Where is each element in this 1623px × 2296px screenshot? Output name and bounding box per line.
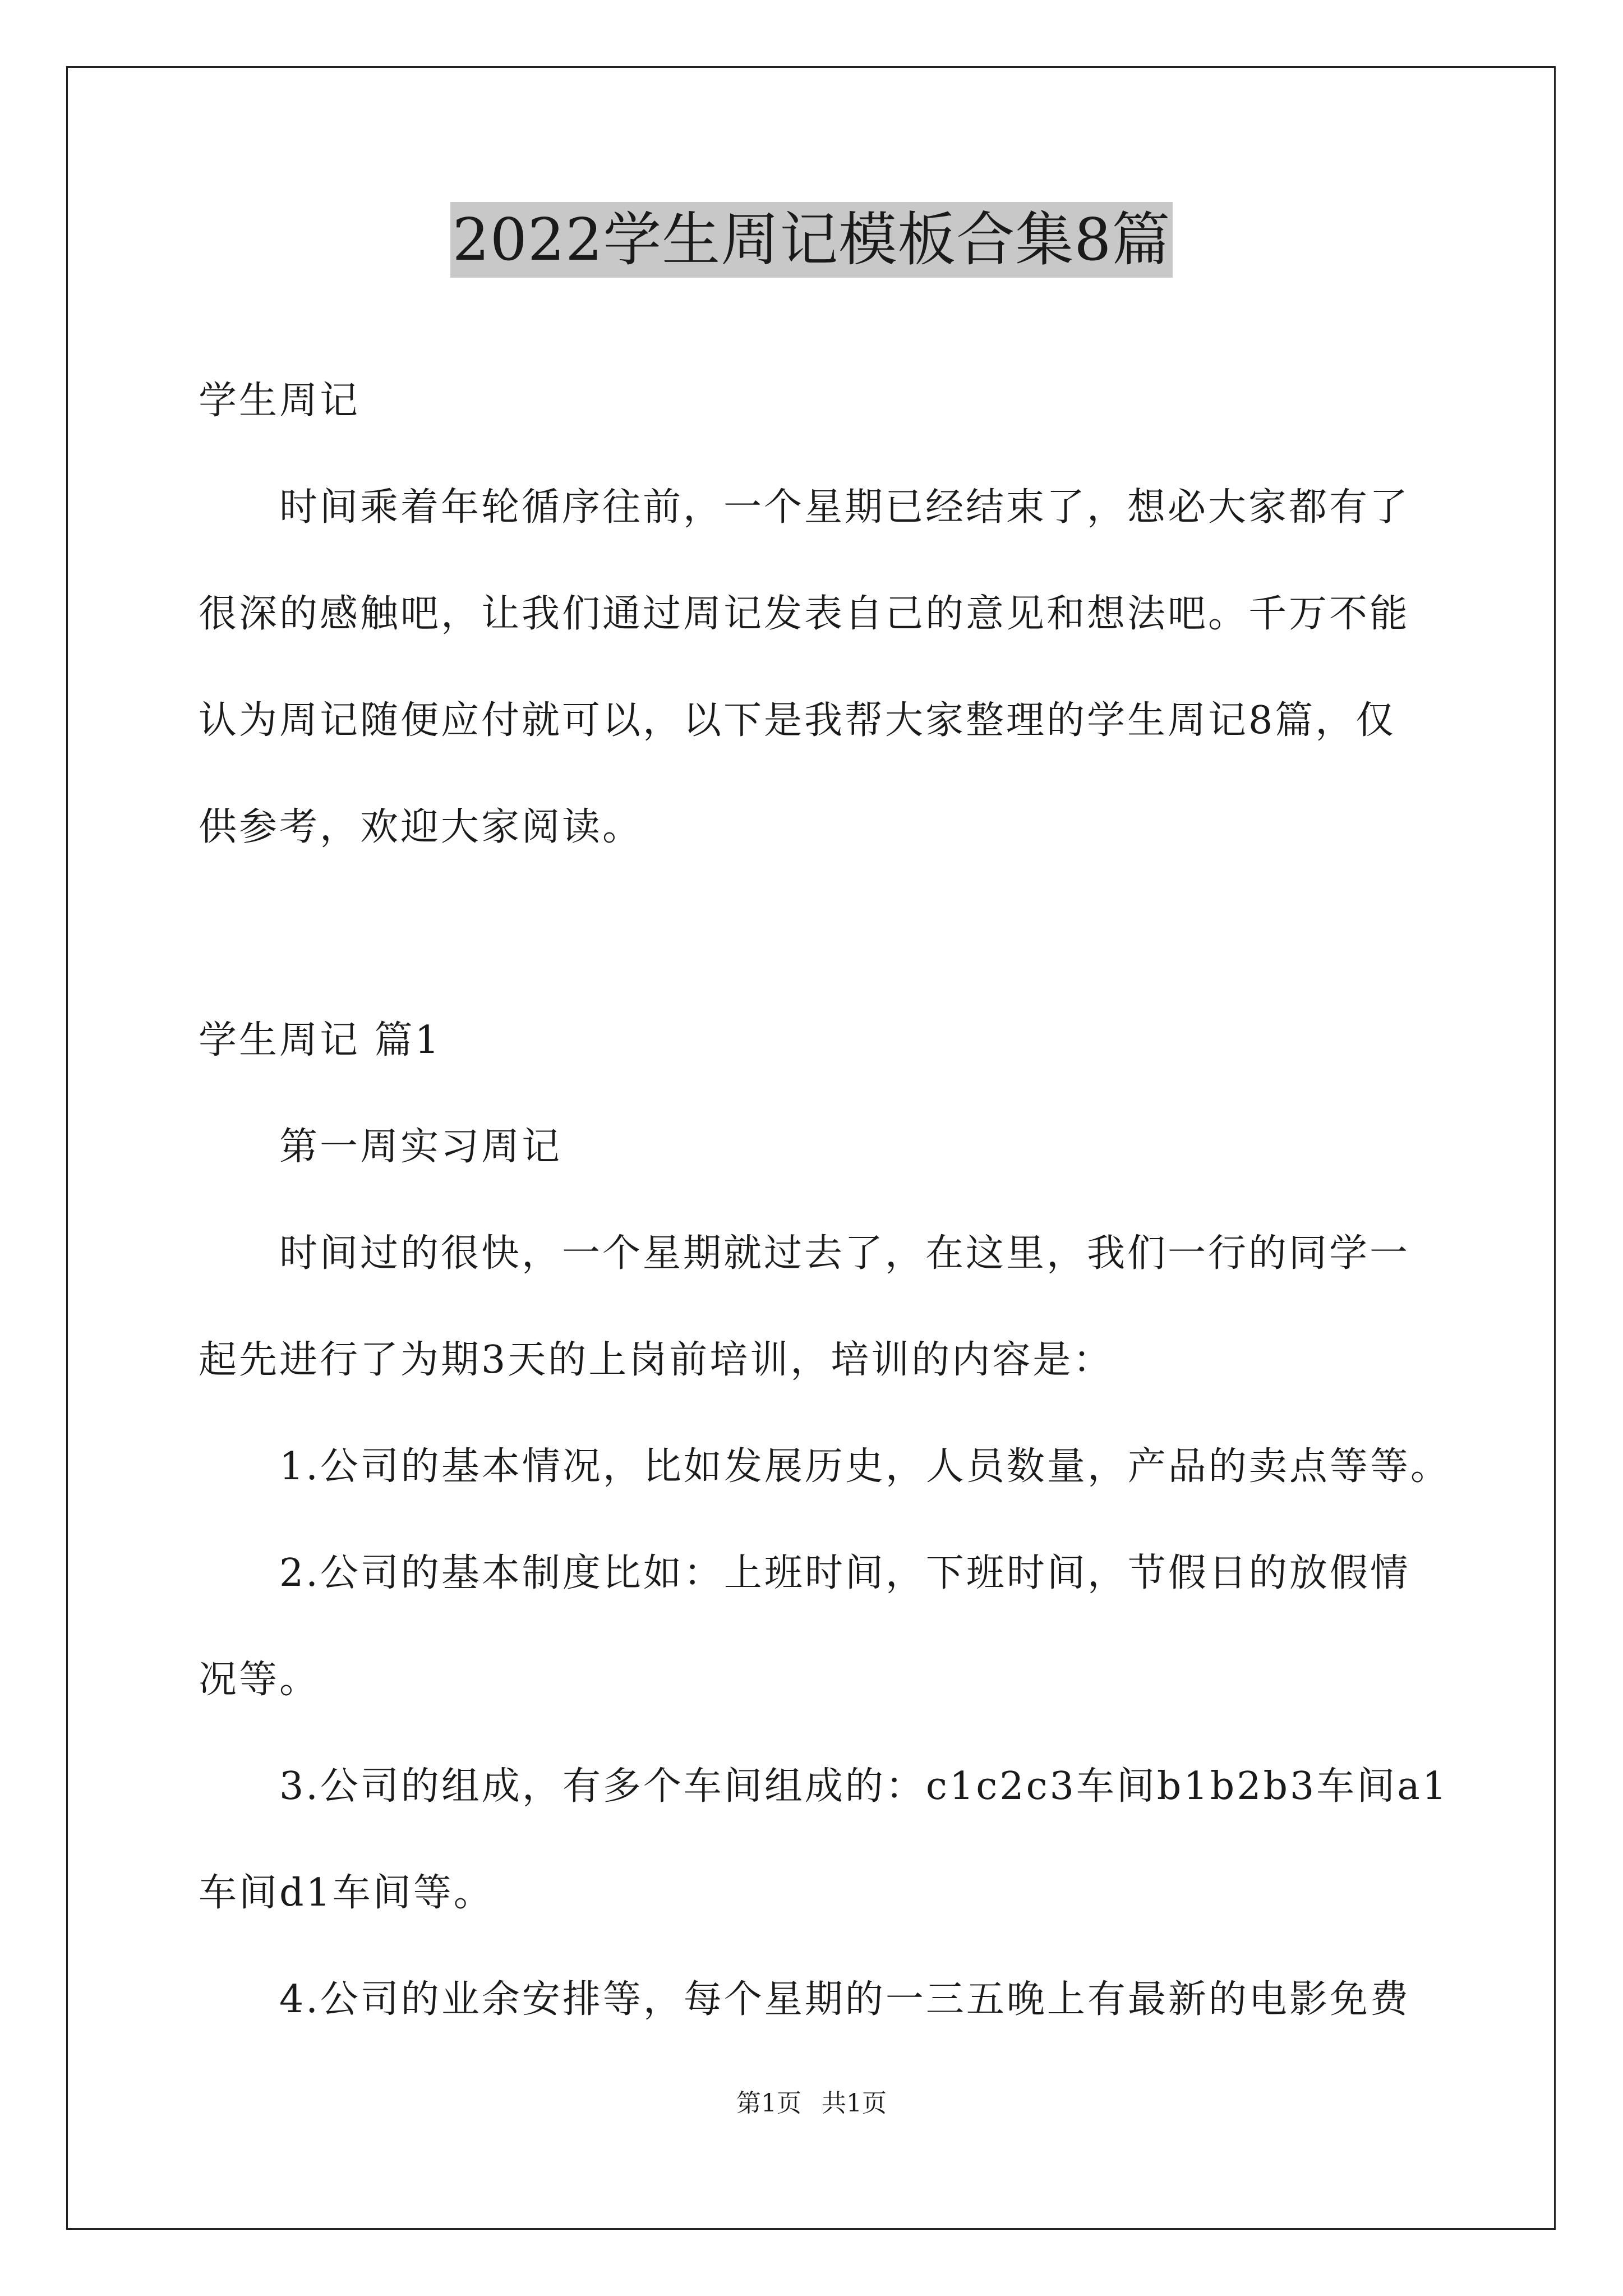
- paragraph-line: 时间乘着年轮循序往前，一个星期已经结束了，想必大家都有了: [279, 485, 1410, 530]
- paragraph-line: 起先进行了为期3天的上岗前培训，培训的内容是：: [199, 1338, 1114, 1382]
- page-total: 共1页: [822, 2089, 887, 2118]
- list-item: 1.公司的基本情况，比如发展历史，人员数量，产品的卖点等等。: [279, 1444, 1451, 1489]
- paragraph-line: 很深的感触吧，让我们通过周记发表自己的意见和想法吧。千万不能: [199, 592, 1410, 636]
- list-item: 3.公司的组成，有多个车间组成的：c1c2c3车间b1b2b3车间a1: [279, 1764, 1449, 1809]
- section-heading: 学生周记: [199, 379, 361, 423]
- paragraph-line: 车间d1车间等。: [199, 1871, 494, 1915]
- section-heading: 学生周记 篇1: [199, 1018, 441, 1062]
- paragraph-line: 认为周记随便应付就可以，以下是我帮大家整理的学生周记8篇，仅: [199, 698, 1396, 743]
- list-item: 2.公司的基本制度比如：上班时间，下班时间，节假日的放假情: [279, 1551, 1410, 1595]
- document-title: 2022学生周记模板合集8篇: [450, 202, 1173, 278]
- document-body: [199, 348, 1451, 2053]
- page-footer: [0, 2087, 1623, 2120]
- title-container: [0, 202, 1623, 278]
- paragraph-line: 供参考，欢迎大家阅读。: [199, 805, 643, 849]
- paragraph-line: 时间过的很快，一个星期就过去了，在这里，我们一行的同学一: [279, 1231, 1410, 1276]
- list-item: 4.公司的业余安排等，每个星期的一三五晚上有最新的电影免费: [279, 1977, 1410, 2022]
- subheading: 第一周实习周记: [279, 1125, 562, 1169]
- spacer: [199, 881, 1444, 987]
- page-number: 第1页: [736, 2089, 801, 2118]
- paragraph-line: 况等。: [199, 1658, 320, 1702]
